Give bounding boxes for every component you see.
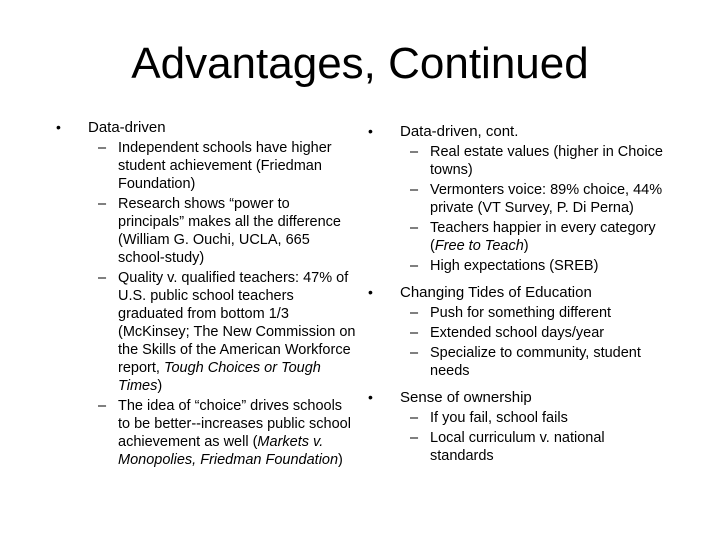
sub-bullet-text: Tough Choices or Tough Times bbox=[118, 360, 321, 394]
bullet-item bbox=[56, 118, 356, 469]
sub-bullet-list bbox=[368, 409, 668, 465]
bullet-label: Data-driven bbox=[88, 119, 166, 136]
dash-icon: – bbox=[410, 305, 419, 321]
bullet-label: Changing Tides of Education bbox=[400, 284, 592, 301]
sub-bullet-text: The idea of “choice” drives schools to be better--increases public school achievement as well ( bbox=[118, 398, 351, 450]
bullet-label: Sense of ownership bbox=[400, 389, 532, 406]
sub-bullet bbox=[368, 143, 668, 179]
dash-icon: – bbox=[410, 220, 419, 236]
bullet-item bbox=[368, 388, 668, 465]
sub-bullet-text: Quality v. qualified teachers: 47% of U.S. public school teachers graduated from bottom 1/3 (McKinsey; The New Commission on the Skills of the American Workforce report, bbox=[118, 270, 356, 376]
bullet-text bbox=[368, 122, 668, 141]
sub-bullet bbox=[368, 429, 668, 465]
dash-icon: – bbox=[410, 410, 419, 426]
sub-bullet-list bbox=[368, 143, 668, 275]
dash-icon: – bbox=[410, 345, 419, 361]
left-column bbox=[56, 118, 356, 477]
bullet-text bbox=[56, 118, 356, 137]
bullet-item bbox=[368, 122, 668, 275]
dash-icon: – bbox=[98, 270, 107, 286]
dash-icon: – bbox=[410, 182, 419, 198]
bullet-text bbox=[368, 388, 668, 407]
right-column bbox=[368, 122, 668, 473]
sub-bullet-text: Vermonters voice: 89% choice, 44% private (VT Survey, P. Di Perna) bbox=[430, 182, 663, 216]
sub-bullet-text: Research shows “power to principals” makes all the difference (William G. Ouchi, UCLA, 665 school-study) bbox=[118, 196, 341, 266]
sub-bullet-text: ) bbox=[157, 378, 163, 394]
sub-bullet-list bbox=[56, 139, 356, 469]
dash-icon: – bbox=[410, 325, 419, 341]
sub-bullet-text: Local curriculum v. national standards bbox=[430, 430, 605, 464]
sub-bullet-text: ) bbox=[523, 238, 529, 254]
sub-bullet bbox=[368, 324, 668, 342]
sub-bullet bbox=[56, 269, 356, 395]
dash-icon: – bbox=[410, 258, 419, 274]
sub-bullet-text: Push for something different bbox=[430, 305, 612, 321]
sub-bullet bbox=[368, 257, 668, 275]
sub-bullet-text: Markets v. Monopolies, Friedman Foundation bbox=[118, 434, 339, 468]
bullet-icon: • bbox=[368, 389, 373, 405]
sub-bullet-text: Teachers happier in every category ( bbox=[430, 220, 656, 254]
sub-bullet-text: Free to Teach bbox=[434, 238, 524, 254]
bullet-icon: • bbox=[368, 284, 373, 300]
sub-bullet-text: If you fail, school fails bbox=[430, 410, 568, 426]
bullet-icon: • bbox=[368, 123, 373, 139]
sub-bullet-text: High expectations (SREB) bbox=[430, 258, 599, 274]
bullet-icon: • bbox=[56, 119, 61, 135]
sub-bullet bbox=[368, 344, 668, 380]
sub-bullet-text: Independent schools have higher student achievement (Friedman Foundation) bbox=[118, 140, 332, 192]
sub-bullet bbox=[368, 304, 668, 322]
sub-bullet bbox=[56, 139, 356, 193]
sub-bullet-list bbox=[368, 304, 668, 380]
sub-bullet-text: Extended school days/year bbox=[430, 325, 605, 341]
sub-bullet-text: ) bbox=[338, 452, 343, 468]
sub-bullet-text: Specialize to community, student needs bbox=[430, 345, 641, 379]
sub-bullet bbox=[368, 219, 668, 255]
bullet-text bbox=[368, 283, 668, 302]
dash-icon: – bbox=[410, 144, 419, 160]
sub-bullet-text: Real estate values (higher in Choice towns) bbox=[430, 144, 663, 178]
sub-bullet bbox=[368, 181, 668, 217]
sub-bullet bbox=[56, 397, 356, 469]
sub-bullet bbox=[56, 195, 356, 267]
bullet-item bbox=[368, 283, 668, 380]
dash-icon: – bbox=[410, 430, 419, 446]
dash-icon: – bbox=[98, 140, 107, 156]
bullet-label: Data-driven, cont. bbox=[400, 123, 519, 140]
slide-title: Advantages, Continued bbox=[131, 39, 589, 88]
dash-icon: – bbox=[98, 398, 107, 414]
sub-bullet bbox=[368, 409, 668, 427]
dash-icon: – bbox=[98, 196, 107, 212]
